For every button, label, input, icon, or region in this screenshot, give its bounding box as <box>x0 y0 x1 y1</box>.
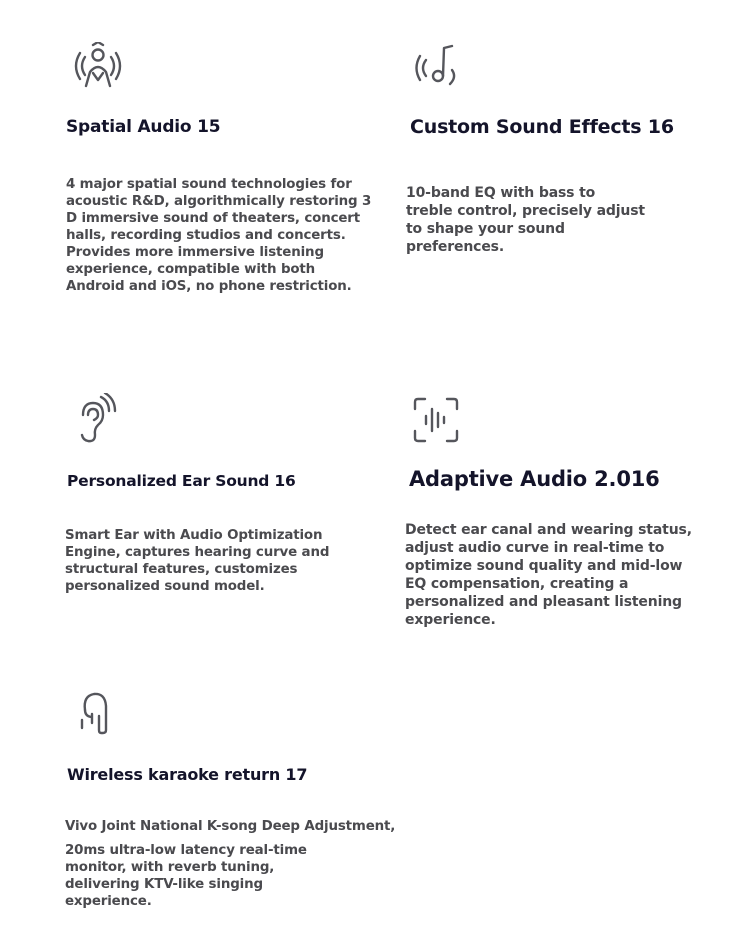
feature-title: Adaptive Audio 2.016 <box>409 467 660 491</box>
description-line: Smart Ear with Audio Optimization <box>65 528 323 543</box>
description-line: Vivo Joint National K-song Deep Adjustment, <box>65 819 396 834</box>
description-line: Provides more immersive listening <box>66 245 324 260</box>
ear-sound-icon <box>77 393 117 445</box>
feature-title: Personalized Ear Sound 16 <box>67 472 296 490</box>
description-line: experience. <box>65 894 152 909</box>
description-line: Detect ear canal and wearing status, <box>405 522 692 538</box>
description-line: personalized and pleasant listening <box>405 594 682 610</box>
description-line: halls, recording studios and concerts. <box>66 228 346 243</box>
description-line: acoustic R&D, algorithmically restoring 3 <box>66 194 372 209</box>
description-line: experience, compatible with both <box>66 262 316 277</box>
description-line: Android and iOS, no phone restriction. <box>66 279 352 294</box>
feature-title: Spatial Audio 15 <box>66 117 221 137</box>
description-line: delivering KTV-like singing <box>65 877 263 892</box>
description-line: 10-band EQ with bass to <box>406 185 596 201</box>
waveform-scan-icon <box>413 397 459 443</box>
description-line: optimize sound quality and mid-low <box>405 558 683 574</box>
description-line: Engine, captures hearing curve and <box>65 545 330 560</box>
description-line: 4 major spatial sound technologies for <box>66 177 352 192</box>
description-line: D immersive sound of theaters, concert <box>66 211 361 226</box>
description-line: preferences. <box>406 239 505 255</box>
feature-description <box>66 176 371 295</box>
description-line: experience. <box>405 612 496 628</box>
feature-title: Custom Sound Effects 16 <box>410 116 674 138</box>
spatial-audio-person-icon <box>72 42 124 92</box>
description-line: adjust audio curve in real-time to <box>405 540 665 556</box>
description-line: treble control, precisely adjust <box>406 203 645 219</box>
description-line: to shape your sound <box>406 221 565 237</box>
description-line: 20ms ultra-low latency real-time <box>65 843 307 858</box>
description-line: personalized sound model. <box>65 579 265 594</box>
description-line: EQ compensation, creating a <box>405 576 629 592</box>
feature-description <box>65 818 395 910</box>
feature-description <box>65 527 329 595</box>
feature-description <box>405 521 692 629</box>
description-line: monitor, with reverb tuning, <box>65 860 275 875</box>
music-note-sound-icon <box>414 44 462 90</box>
description-line: structural features, customizes <box>65 562 298 577</box>
feature-title: Wireless karaoke return 17 <box>67 765 308 784</box>
feature-description <box>406 184 645 256</box>
earbud-icon <box>79 690 111 736</box>
